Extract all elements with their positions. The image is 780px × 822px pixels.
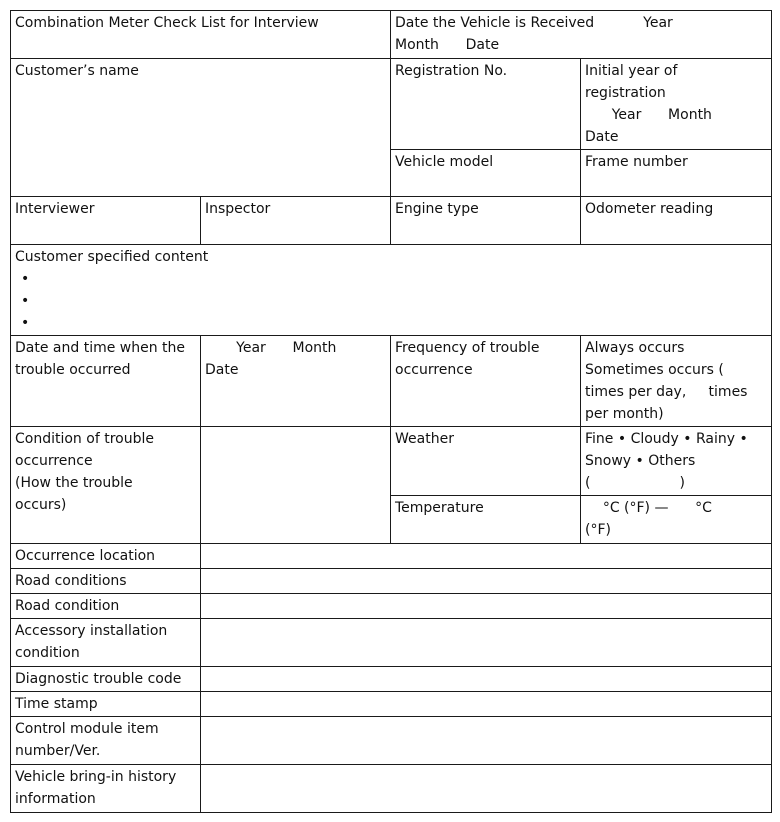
bullet-item-2 bbox=[15, 290, 767, 312]
frequency-label-cell bbox=[391, 336, 581, 427]
engine-type-label: Engine type bbox=[395, 201, 479, 217]
initial-year-month: Month bbox=[668, 107, 712, 123]
vehicle-model-label: Vehicle model bbox=[395, 154, 494, 170]
bring-in-history-label-1: Vehicle bring-in history bbox=[15, 769, 177, 785]
customer-content-cell[interactable] bbox=[11, 245, 772, 336]
road-condition-label: Road condition bbox=[15, 598, 120, 614]
engine-type-cell[interactable] bbox=[391, 197, 581, 245]
frequency-label-2: occurrence bbox=[395, 362, 473, 378]
control-module-value-cell[interactable] bbox=[201, 717, 772, 765]
frequency-per-month: per month) bbox=[585, 406, 664, 422]
condition-label-cell bbox=[11, 427, 201, 544]
frame-number-label: Frame number bbox=[585, 154, 688, 170]
temperature-value-cell[interactable] bbox=[581, 496, 772, 544]
dtc-label-cell bbox=[11, 667, 201, 692]
weather-close-paren: ) bbox=[679, 475, 685, 491]
dtc-label: Diagnostic trouble code bbox=[15, 671, 182, 687]
road-conditions-label-cell bbox=[11, 569, 201, 594]
interviewer-cell[interactable] bbox=[11, 197, 201, 245]
bring-in-history-label-2: information bbox=[15, 791, 96, 807]
condition-label-1: Condition of trouble bbox=[15, 431, 154, 447]
time-stamp-label-cell bbox=[11, 692, 201, 717]
inspector-cell[interactable] bbox=[201, 197, 391, 245]
form-title: Combination Meter Check List for Interview bbox=[15, 15, 319, 31]
trouble-date-label-1: Date and time when the bbox=[15, 340, 186, 356]
occurrence-location-label: Occurrence location bbox=[15, 548, 156, 564]
weather-label-cell bbox=[391, 427, 581, 496]
frequency-value-cell[interactable] bbox=[581, 336, 772, 427]
road-condition-value-cell[interactable] bbox=[201, 594, 772, 619]
bullet-item-1 bbox=[15, 268, 767, 290]
occurrence-location-value-cell[interactable] bbox=[201, 544, 772, 569]
trouble-date-label-cell bbox=[11, 336, 201, 427]
customer-content-bullets bbox=[15, 268, 767, 334]
initial-year-label-2: registration bbox=[585, 85, 666, 101]
condition-label-3: (How the trouble bbox=[15, 475, 133, 491]
date-received-label: Date the Vehicle is Received bbox=[395, 15, 595, 31]
inspector-label: Inspector bbox=[205, 201, 271, 217]
weather-options-2: Snowy • Others bbox=[585, 453, 696, 469]
accessory-installation-label-2: condition bbox=[15, 645, 80, 661]
accessory-installation-value-cell[interactable] bbox=[201, 619, 772, 667]
frequency-sometimes: Sometimes occurs ( bbox=[585, 362, 724, 378]
trouble-date-value-cell[interactable] bbox=[201, 336, 391, 427]
temperature-range: °C (°F) — bbox=[602, 500, 669, 516]
road-conditions-value-cell[interactable] bbox=[201, 569, 772, 594]
frame-number-cell[interactable] bbox=[581, 150, 772, 197]
date-received-month: Month bbox=[395, 37, 439, 53]
date-received-date: Date bbox=[465, 37, 500, 53]
trouble-date-date: Date bbox=[205, 362, 239, 378]
frequency-per-day: times per day, bbox=[585, 384, 687, 400]
odometer-label: Odometer reading bbox=[585, 201, 714, 217]
bullet-item-3 bbox=[15, 312, 767, 334]
date-received-year: Year bbox=[643, 15, 673, 31]
trouble-date-label-2: trouble occurred bbox=[15, 362, 131, 378]
weather-open-paren: ( bbox=[585, 475, 591, 491]
customer-name-label: Customer’s name bbox=[15, 63, 139, 79]
weather-label: Weather bbox=[395, 431, 454, 447]
accessory-installation-label-1: Accessory installation bbox=[15, 623, 168, 639]
bring-in-history-value-cell[interactable] bbox=[201, 765, 772, 813]
time-stamp-label: Time stamp bbox=[15, 696, 98, 712]
interviewer-label: Interviewer bbox=[15, 201, 95, 217]
temperature-end-f: (°F) bbox=[585, 522, 611, 538]
vehicle-model-cell[interactable] bbox=[391, 150, 581, 197]
frequency-always: Always occurs bbox=[585, 340, 685, 356]
weather-value-cell[interactable] bbox=[581, 427, 772, 496]
condition-value-cell[interactable] bbox=[201, 427, 391, 544]
initial-year-date: Date bbox=[585, 129, 619, 145]
registration-no-cell[interactable] bbox=[391, 59, 581, 150]
interview-check-list-table bbox=[10, 10, 772, 813]
condition-label-2: occurrence bbox=[15, 453, 93, 469]
registration-no-label: Registration No. bbox=[395, 63, 508, 79]
accessory-installation-label-cell bbox=[11, 619, 201, 667]
weather-options-1: Fine • Cloudy • Rainy • bbox=[585, 431, 748, 447]
temperature-label-cell bbox=[391, 496, 581, 544]
road-condition-label-cell bbox=[11, 594, 201, 619]
frequency-label-1: Frequency of trouble bbox=[395, 340, 540, 356]
trouble-date-year: Year bbox=[236, 340, 266, 356]
odometer-cell[interactable] bbox=[581, 197, 772, 245]
control-module-label-cell bbox=[11, 717, 201, 765]
temperature-end-c: °C bbox=[695, 500, 712, 516]
control-module-label-2: number/Ver. bbox=[15, 743, 101, 759]
road-conditions-label: Road conditions bbox=[15, 573, 127, 589]
bring-in-history-label-cell bbox=[11, 765, 201, 813]
temperature-label: Temperature bbox=[395, 500, 484, 516]
dtc-value-cell[interactable] bbox=[201, 667, 772, 692]
time-stamp-value-cell[interactable] bbox=[201, 692, 772, 717]
date-received-cell[interactable] bbox=[391, 11, 772, 59]
initial-year-label-1: Initial year of bbox=[585, 63, 678, 79]
initial-year-year: Year bbox=[611, 107, 642, 123]
trouble-date-month: Month bbox=[292, 340, 337, 356]
control-module-label-1: Control module item bbox=[15, 721, 159, 737]
occurrence-location-label-cell bbox=[11, 544, 201, 569]
customer-name-cell[interactable] bbox=[11, 59, 391, 197]
frequency-times: times bbox=[708, 384, 748, 400]
form-title-cell bbox=[11, 11, 391, 59]
condition-label-4: occurs) bbox=[15, 497, 67, 513]
customer-content-label: Customer specified content bbox=[15, 249, 209, 265]
initial-year-cell[interactable] bbox=[581, 59, 772, 150]
